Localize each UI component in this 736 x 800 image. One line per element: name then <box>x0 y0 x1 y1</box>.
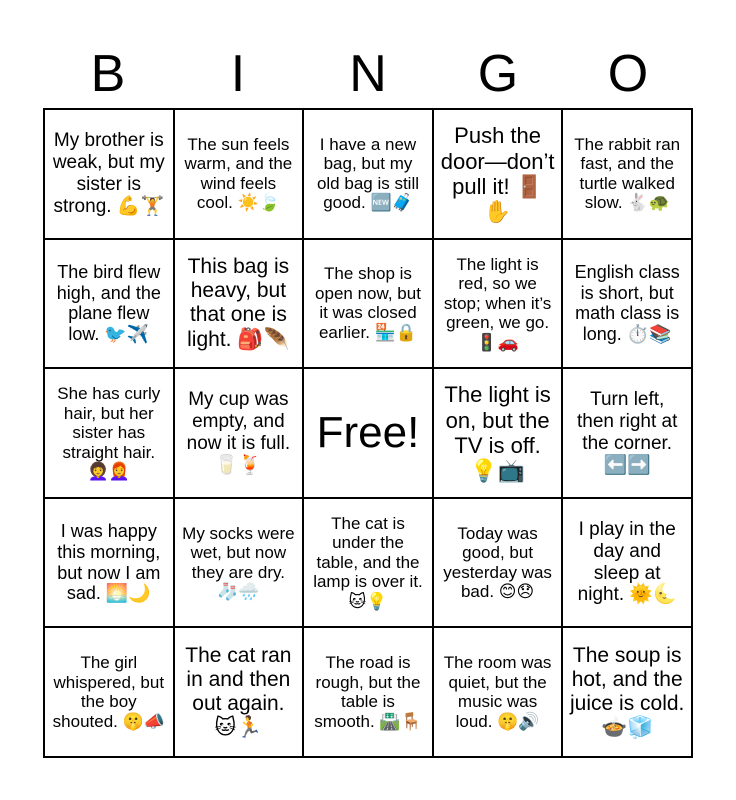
bingo-cell[interactable] <box>562 627 692 757</box>
header-letter-g: G <box>477 45 519 103</box>
bingo-cell[interactable] <box>303 109 433 239</box>
cell-text: The light is red, so we stop; when it’s green, we go. 🚦🚗 <box>443 254 552 352</box>
bingo-header <box>43 42 693 106</box>
bingo-cell[interactable] <box>433 627 563 757</box>
free-space-cell[interactable] <box>303 368 433 498</box>
bingo-cell[interactable] <box>44 627 174 757</box>
cell-text: The rabbit ran fast, and the turtle walked slow. 🐇🐢 <box>574 134 681 213</box>
header-letter-n: N <box>349 45 387 103</box>
cell-text: The girl whispered, but the boy shouted. 🤫📣 <box>52 653 165 731</box>
cell-text: The bird flew high, and the plane flew low. 🐦✈️ <box>56 262 161 345</box>
cell-text: My socks were wet, but now they are dry. 🧦🌧️ <box>182 523 295 602</box>
cell-text: English class is short, but math class is long. ⏱️📚 <box>574 262 680 345</box>
bingo-cell[interactable] <box>433 368 563 498</box>
bingo-cell[interactable] <box>303 498 433 628</box>
bingo-cell[interactable] <box>174 109 304 239</box>
bingo-cell[interactable] <box>303 627 433 757</box>
cell-text: I have a new bag, but my old bag is still good. 🆕🧳 <box>316 134 420 213</box>
bingo-cell[interactable] <box>44 368 174 498</box>
cell-text: My brother is weak, but my sister is strong. 💪🏋️ <box>52 130 165 217</box>
cell-text: I was happy this morning, but now I am sad. 🌅🌙 <box>57 521 161 604</box>
cell-text: I play in the day and sleep at night. 🌞🌜 <box>577 518 677 606</box>
cell-text: The shop is open now, but it was closed earlier. 🏪🔒 <box>315 264 421 342</box>
bingo-cell[interactable] <box>174 368 304 498</box>
cell-text: My cup was empty, and now it is full. 🥛🍹 <box>186 389 291 476</box>
cell-text: The light is on, but the TV is off. 💡📺 <box>444 382 551 484</box>
bingo-cell[interactable] <box>174 627 304 757</box>
bingo-cell[interactable] <box>44 498 174 628</box>
bingo-cell[interactable] <box>303 239 433 369</box>
cell-text: She has curly hair, but her sister has straight hair. 👩‍🦱👩‍🦰 <box>57 384 161 482</box>
cell-text: The sun feels warm, and the wind feels cool. ☀️🍃 <box>184 134 293 213</box>
cell-text: The room was quiet, but the music was loud. 🤫🔊 <box>443 653 552 731</box>
bingo-cell[interactable] <box>562 109 692 239</box>
bingo-cell[interactable] <box>433 109 563 239</box>
cell-text: Turn left, then right at the corner. ⬅️➡️ <box>577 389 678 476</box>
cell-text: Push the door—don’t pull it! 🚪✋ <box>440 123 555 225</box>
cell-text: The road is rough, but the table is smooth. 🛣️🪑 <box>314 653 422 731</box>
bingo-cell[interactable] <box>174 239 304 369</box>
header-letter-i: I <box>230 45 246 103</box>
bingo-cell[interactable] <box>44 109 174 239</box>
cell-text: The cat ran in and then out again. 🐱🏃 <box>185 643 292 740</box>
cell-text: This bag is heavy, but that one is light. 🎒🪶 <box>187 255 290 351</box>
header-letter-b: B <box>90 45 126 103</box>
cell-text: Today was good, but yesterday was bad. 😊😞 <box>443 523 552 602</box>
cell-text: The cat is under the table, and the lamp is over it. 🐱💡 <box>313 513 423 611</box>
bingo-cell[interactable] <box>562 498 692 628</box>
cell-text: The soup is hot, and the juice is cold. 🍲🧊 <box>570 643 685 740</box>
bingo-grid <box>43 108 693 758</box>
bingo-cell[interactable] <box>562 239 692 369</box>
bingo-cell[interactable] <box>44 239 174 369</box>
bingo-cell[interactable] <box>433 239 563 369</box>
header-letter-o: O <box>607 45 649 103</box>
free-space-label: Free! <box>316 407 420 457</box>
bingo-cell[interactable] <box>562 368 692 498</box>
bingo-cell[interactable] <box>433 498 563 628</box>
bingo-cell[interactable] <box>174 498 304 628</box>
